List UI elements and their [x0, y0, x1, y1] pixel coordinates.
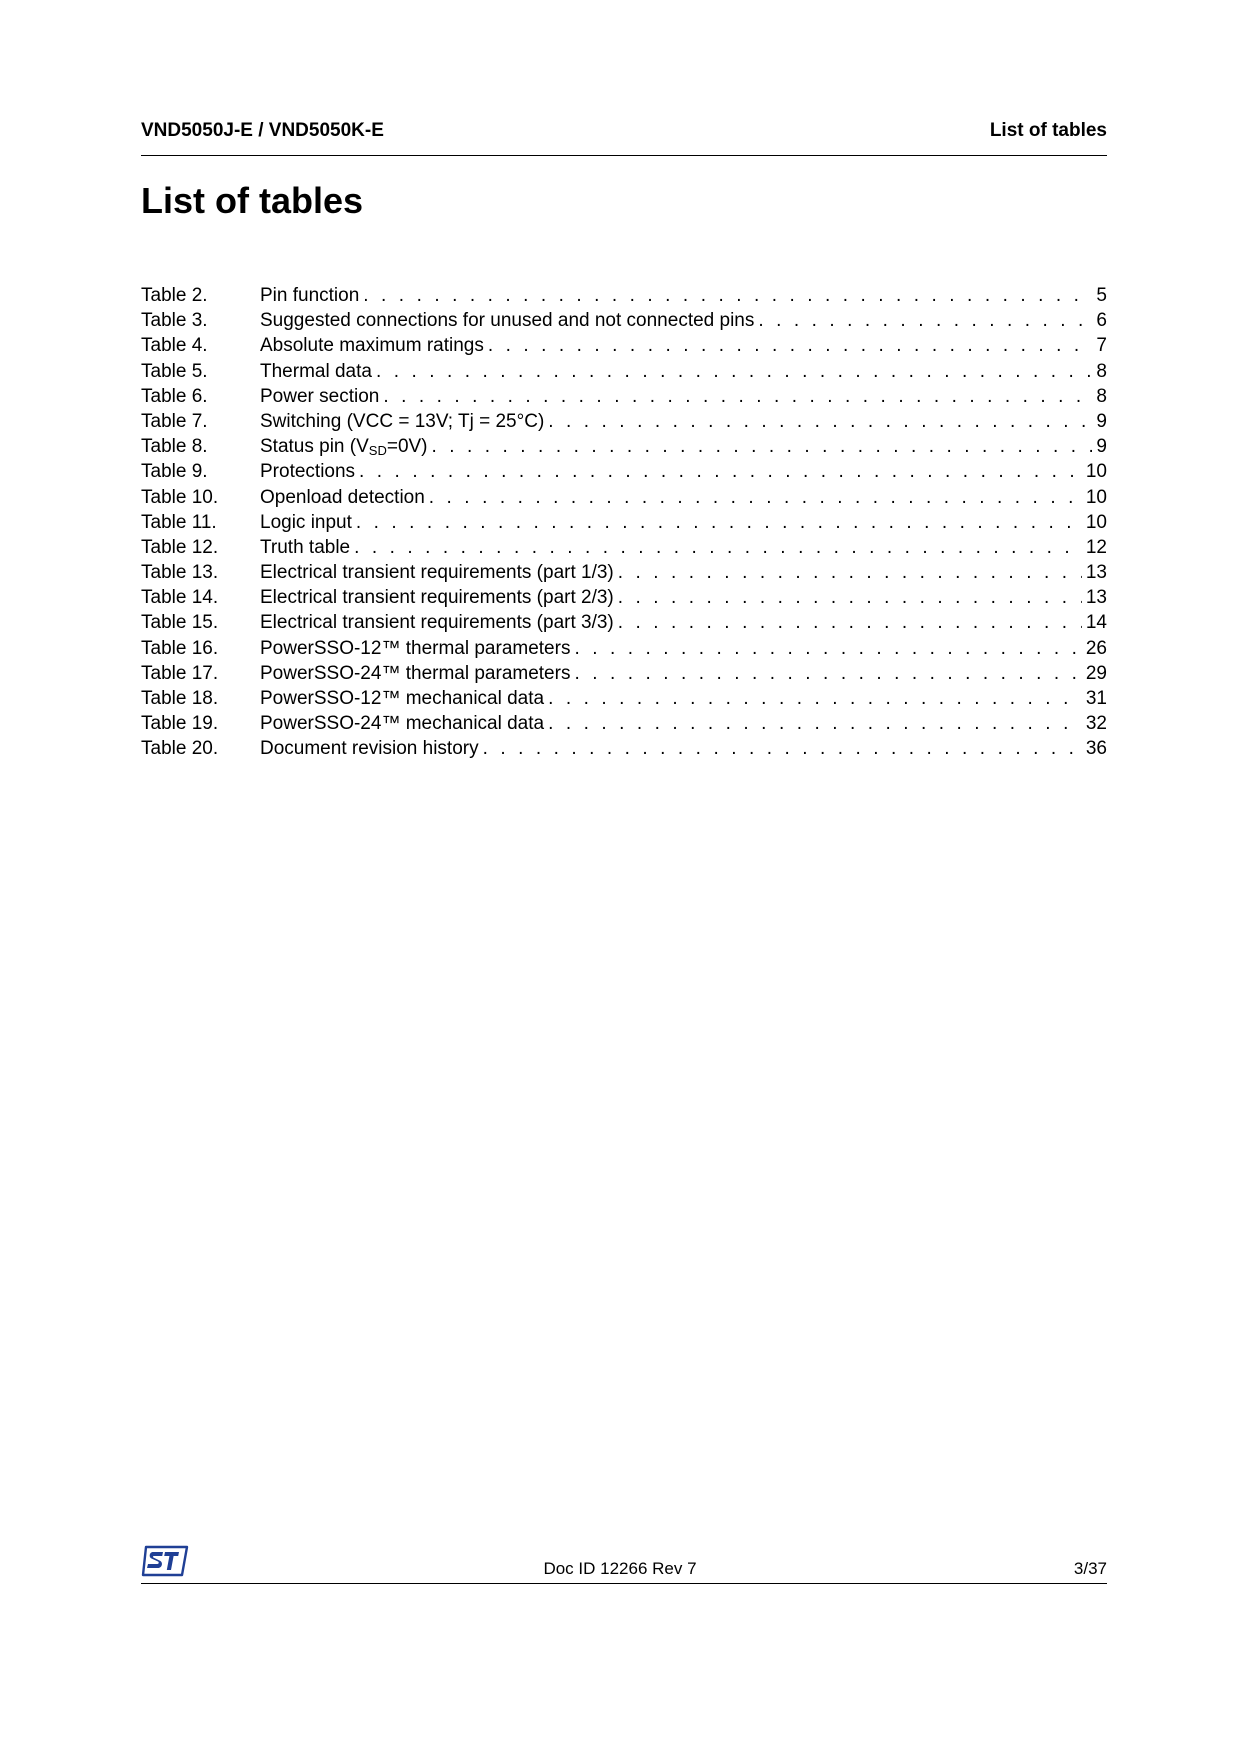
header-divider — [141, 155, 1107, 156]
header-section: List of tables — [989, 120, 1107, 141]
toc-entry-title[interactable]: PowerSSO-24™ thermal parameters — [260, 662, 571, 684]
toc-entry[interactable] — [141, 283, 1107, 308]
toc-dot-leader — [376, 359, 1092, 384]
footer-divider — [141, 1583, 1107, 1584]
toc-entry-number: Table 4. — [141, 335, 208, 357]
toc-dot-leader — [618, 560, 1082, 585]
toc-entry[interactable] — [141, 510, 1107, 535]
toc-entry[interactable] — [141, 409, 1107, 434]
toc-entry-number: Table 7. — [141, 410, 208, 432]
toc-entry-page[interactable]: 36 — [1085, 738, 1107, 760]
toc-entry-page[interactable]: 10 — [1085, 511, 1107, 533]
toc-entry[interactable] — [141, 308, 1107, 333]
toc-entry-number: Table 18. — [141, 688, 219, 709]
toc-entry-title[interactable]: Thermal data — [260, 360, 372, 382]
toc-dot-leader — [432, 434, 1093, 459]
header-product: VND5050J-E / VND5050K-E — [141, 120, 384, 141]
toc-entry-title[interactable] — [260, 434, 428, 459]
toc-entry-page[interactable]: 29 — [1085, 662, 1107, 684]
toc-entry-page[interactable]: 8 — [1096, 360, 1107, 382]
toc-dot-leader — [548, 409, 1092, 434]
toc-entry-page[interactable]: 9 — [1096, 410, 1107, 432]
toc-entry-number: Table 9. — [141, 461, 208, 483]
toc-dot-leader — [548, 686, 1082, 711]
toc-entry-number: Table 17. — [141, 662, 219, 684]
toc-entry-page[interactable]: 10 — [1085, 461, 1107, 483]
toc-entry[interactable] — [141, 661, 1107, 686]
toc-entry-title[interactable]: PowerSSO-12™ mechanical data — [260, 688, 545, 709]
toc-entry[interactable] — [141, 485, 1107, 510]
toc-entry-title[interactable]: Protections — [260, 461, 356, 483]
toc-entry-number: Table 16. — [141, 637, 219, 659]
toc-entry-page[interactable]: 6 — [1096, 310, 1107, 332]
toc-entry-number: Table 14. — [141, 587, 219, 609]
toc-dot-leader — [574, 661, 1081, 686]
toc-dot-leader — [758, 308, 1092, 333]
footer-doc-id: Doc ID 12266 Rev 7 — [543, 1559, 697, 1578]
toc-entry-title[interactable]: PowerSSO-24™ mechanical data — [260, 713, 545, 735]
toc-entry-page[interactable]: 7 — [1096, 335, 1107, 357]
toc-entry[interactable] — [141, 585, 1107, 610]
toc-entry[interactable] — [141, 686, 1107, 711]
toc-entry-title[interactable]: Electrical transient requirements (part 3/3) — [260, 612, 614, 634]
toc-entry-number: Table 15. — [141, 612, 219, 634]
toc-entry-number: Table 19. — [141, 713, 219, 735]
toc-entry-page[interactable]: 14 — [1085, 612, 1107, 634]
toc-entry-title[interactable]: Openload detection — [260, 486, 425, 508]
page-header — [141, 120, 1107, 142]
toc-entry-number: Table 8. — [141, 436, 208, 458]
toc-entry-title-subscript: SD — [368, 443, 387, 459]
toc-dot-leader — [574, 636, 1081, 661]
toc-entry[interactable] — [141, 384, 1107, 409]
page-title: List of tables — [141, 180, 364, 221]
toc-entry[interactable] — [141, 736, 1107, 761]
toc-dot-leader — [383, 384, 1092, 409]
toc-entry[interactable] — [141, 636, 1107, 661]
toc-entry-title[interactable]: Logic input — [260, 511, 352, 533]
toc-dot-leader — [548, 711, 1082, 736]
toc-entry-title[interactable]: Document revision history — [260, 738, 479, 760]
toc-entry-number: Table 3. — [141, 310, 208, 332]
table-list — [141, 283, 1107, 762]
toc-entry-page[interactable]: 13 — [1085, 562, 1107, 584]
toc-entry[interactable] — [141, 535, 1107, 560]
toc-entry-page[interactable]: 13 — [1085, 587, 1107, 609]
toc-entry[interactable] — [141, 359, 1107, 384]
toc-entry-number: Table 6. — [141, 385, 208, 407]
toc-entry[interactable] — [141, 333, 1107, 358]
toc-entry-number: Table 10. — [141, 486, 219, 508]
toc-entry-page[interactable]: 10 — [1085, 486, 1107, 508]
toc-entry-number: Table 11. — [141, 511, 217, 533]
toc-dot-leader — [359, 459, 1082, 484]
toc-entry[interactable] — [141, 560, 1107, 585]
toc-entry[interactable] — [141, 711, 1107, 736]
toc-entry-number: Table 12. — [141, 536, 219, 558]
toc-entry-page[interactable]: 31 — [1085, 688, 1107, 709]
toc-dot-leader — [488, 333, 1093, 358]
toc-entry-page[interactable]: 9 — [1096, 436, 1107, 458]
toc-entry-title[interactable]: Electrical transient requirements (part 2/3) — [260, 587, 614, 609]
toc-entry-title[interactable]: Absolute maximum ratings — [260, 335, 484, 357]
toc-entry-page[interactable]: 26 — [1085, 637, 1107, 659]
toc-entry[interactable] — [141, 610, 1107, 635]
toc-entry-title[interactable]: Power section — [260, 385, 380, 407]
toc-dot-leader — [363, 283, 1092, 308]
toc-entry[interactable] — [141, 434, 1107, 459]
toc-entry-title[interactable]: Suggested connections for unused and not connected pins — [260, 310, 755, 332]
toc-dot-leader — [356, 510, 1082, 535]
toc-dot-leader — [618, 585, 1082, 610]
toc-entry-number: Table 5. — [141, 360, 208, 382]
toc-entry-title[interactable]: PowerSSO-12™ thermal parameters — [260, 637, 571, 659]
toc-entry-page[interactable]: 8 — [1096, 385, 1107, 407]
toc-dot-leader — [618, 610, 1082, 635]
footer-page-number: 3/37 — [1073, 1559, 1107, 1578]
toc-entry-title-part: =0V) — [386, 436, 428, 458]
toc-entry-title[interactable]: Pin function — [260, 285, 360, 306]
toc-entry-number: Table 20. — [141, 738, 219, 760]
toc-entry-title[interactable]: Switching (VCC = 13V; Tj = 25°C) — [260, 410, 545, 432]
toc-entry-page[interactable]: 32 — [1085, 713, 1107, 735]
toc-dot-leader — [354, 535, 1082, 560]
toc-entry-title[interactable]: Electrical transient requirements (part 1/3) — [260, 562, 614, 584]
toc-entry[interactable] — [141, 459, 1107, 484]
toc-entry-page[interactable]: 12 — [1085, 536, 1107, 558]
toc-entry-title-part: Status pin (V — [260, 436, 369, 458]
toc-entry-title[interactable]: Truth table — [260, 536, 351, 558]
toc-entry-page[interactable]: 5 — [1096, 285, 1107, 306]
toc-dot-leader — [483, 736, 1082, 761]
toc-dot-leader — [429, 485, 1082, 510]
toc-entry-number: Table 2. — [141, 285, 208, 306]
toc-entry-number: Table 13. — [141, 562, 219, 584]
